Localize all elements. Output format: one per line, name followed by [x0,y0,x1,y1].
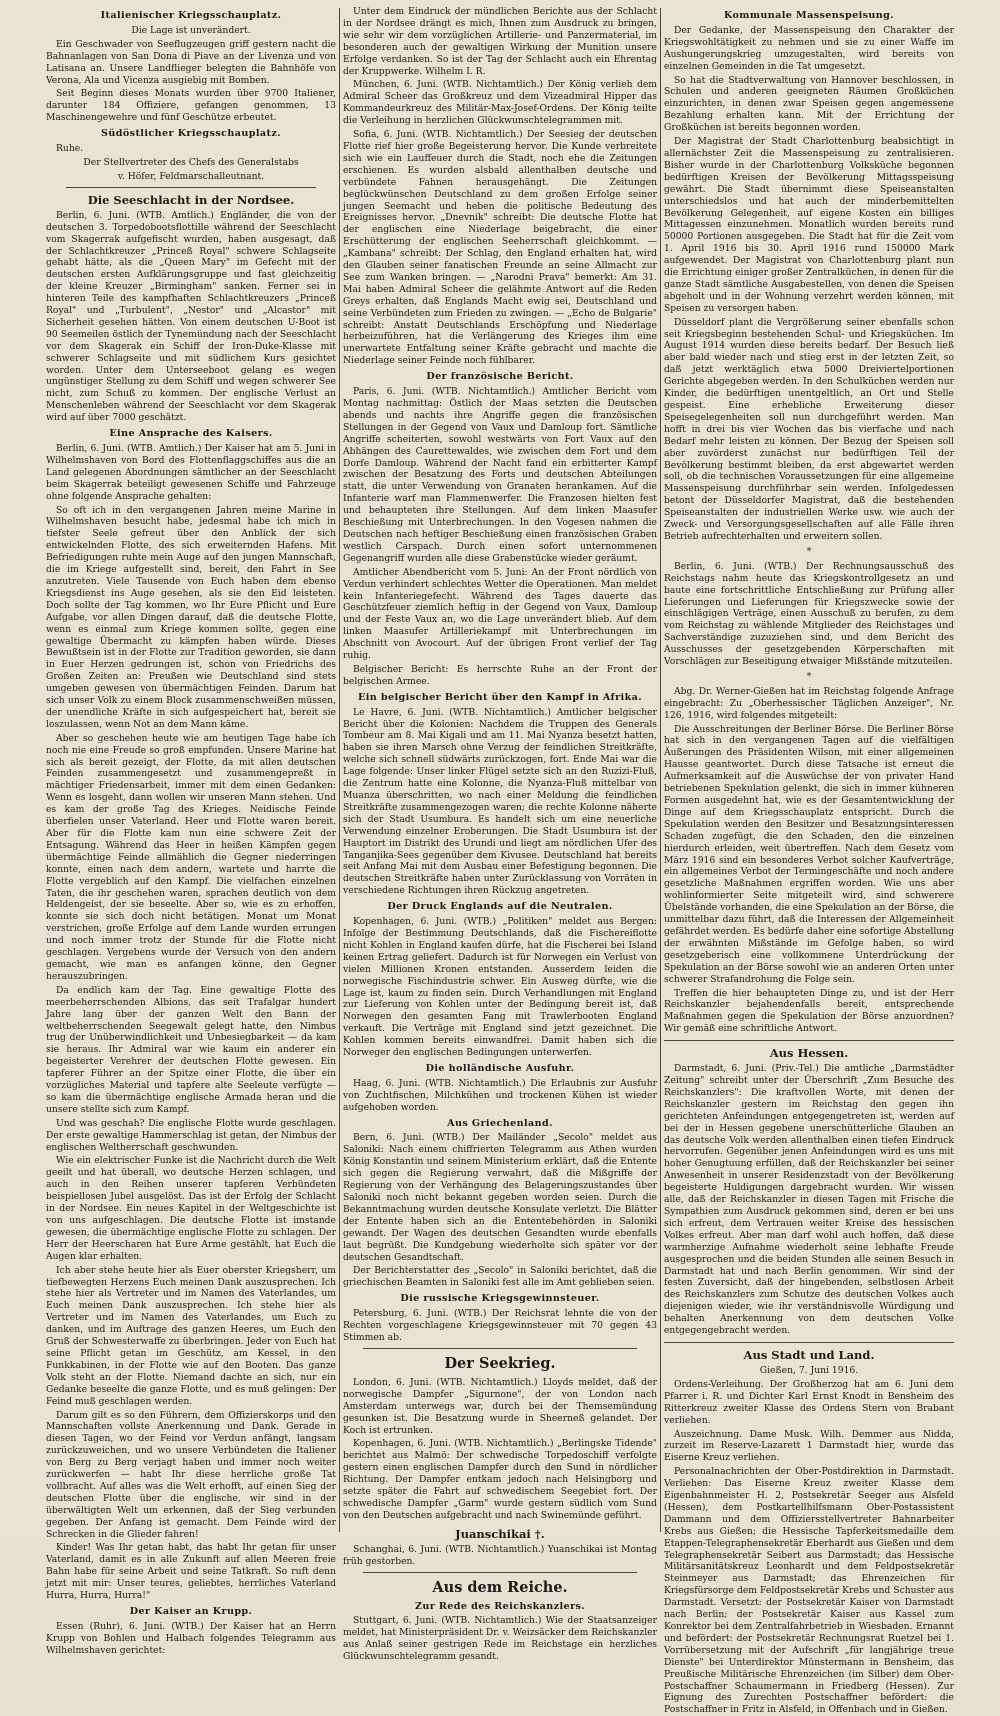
paragraph: Ordens-Verleihung. Der Großherzog hat am 6. Juni dem Pfarrer i. R. und Dichter Karl Ernst Knodt in Bensheim des Ritterkreuz zweiter Klasse des Ordens Stern von Brabant verliehen. [664,1378,954,1426]
paragraph: Berlin, 6. Juni. (WTB.) Der Rechnungsausschuß des Reichstags nahm heute das Kriegskontrollgesetz an und baute eine fortschrittliche Entschließung zur Prüfung aller Lieferungen und Lieferungen für Kriegszwecke sowie der einschlägigen Verträge, einen Ausschuß zu berufen, zu dem vom Reichstag zu wählende Mitglieder des Reichstages und Sachverständige zuzuziehen sind, und dem Bericht des Ausschusses der gesetzgebenden Körperschaften mit Vorschlägen zur Beseitigung etwaiger Mißstände mitzuteilen. [664,560,954,668]
paragraph: Darum gilt es so den Führern, dem Offizierskorps und den Mannschaften vollste Anerkennung und Dank. Gerade in diesen Tagen, wo der Feind vor Verdun anfängt, langsam zurückzuweichen, und wo unsere Verbündeten die Italiener von Berg zu Berg verjagt haben und immer noch weiter zurückwerfen — habt Ihr diese herrliche große Tat vollbracht. Auf alles was die Welt erhofft, auf einen Sieg der deutschen Flotte über die englische, wir sind in der überwältigten Welt um erkennen, daß der Sieg verbunden gegeben. Der Anfang ist gemacht. Dem Feinde wird der Schrecken in die Glieder fahren! [46,1409,336,1540]
paragraph: Schanghai, 6. Juni. (WTB. Nichtamtlich.) Yuanschikai ist Montag früh gestorben. [343,1543,657,1567]
article-headline: Der Druck Englands auf die Neutralen. [387,901,613,913]
column-right [664,6,954,1716]
paragraph: Und was geschah? Die englische Flotte wurde geschlagen. Der erste gewaltige Hammerschlag ist getan, der Nimbus der englischen Weltherrschaft geschwunden. [46,1117,336,1153]
paragraph: Abg. Dr. Werner-Gießen hat im Reichstag folgende Anfrage eingebracht: Zu „Oberhessischer Täglichen Anzeiger", Nr. 126, 1916, wird folgendes mitgeteilt: [664,685,954,721]
paragraph: Die Ausschreitungen der Berliner Börse. Die Berliner Börse hat sich in den vergangenen Tagen auf die vielfältigen Äußerungen des Präsidenten Wilson, mit einer allgemeinen Hausse geantwortet. Durch diese Tatsache ist erneut die Aufmerksamkeit auf die Auswüchse der von privater Hand betriebenen Spekulation gelenkt, die sich in immer kühneren Formen ausgedehnt hat, wie es der Gesamtentwicklung der Dinge auf dem Kriegsschauplatz entspricht. Durch die Spekulation werden den Besitzer und Besatzungsinteressen Schaden zugefügt, die den Schaden, den die einzelnen hierdurch erleiden, weit übertreffen. Nach dem Gesetz vom März 1916 sind ein besonderes Verbot solcher Kaufverträge, ein allgemeines Verbot der Termingeschäfte und noch andere gesetzliche Maßnahmen ergriffen worden. Wie uns aber wohlinformierter Seite mitgeteilt wird, sind schwerere Übelstände vorhanden, die eine Spekulation an der Börse, die unmittelbar dazu führt, daß die Interessen der Allgemeinheit gefährdet werden. Es bedürfe daher eine sofortige Abstellung der erwähnten Mißstände im Gefolge haben, so wird gesetzgeberisch eine vollkommene Unterdrückung der Spekulation an der Börse sowohl wie an anderen Orten unter schwerer Strafandrohung die Folge sein. [664,723,954,985]
column-middle [343,6,657,1663]
article-headline: Die holländische Ausfuhr. [425,1062,575,1074]
article-headline: Eine Ansprache des Kaisers. [109,428,273,440]
section-heading: Italienischer Kriegsschauplatz. [100,10,282,21]
paragraph: Da endlich kam der Tag. Eine gewaltige Flotte des meerbeherrschenden Albions, das seit Trafalgar hundert Jahre lang über der ganzen Welt den Bann der weltbeherrschenden Seegewalt gelegt hatte, den Nimbus trug der Unüberwindlichkeit und Unbesiegbarkeit — da kam sie heraus. Ihr Admiral war wie kaum ein anderer ein begeisterter Verehrer der deutschen Flotte gewesen. Ein tapferer Führer an der Spitze einer Flotte, die über ein vorzügliches Material und tapfere alte Seeleute verfügte — so kam die übermächtige englische Armada heran und die unsere stellte sich zum Kampf. [46,984,336,1115]
asterisk-divider: * [806,545,812,557]
article-headline: Kommunale Massenspeisung. [723,10,895,21]
article-headline: Der Kaiser an Krupp. [129,1606,253,1617]
paragraph: Haag, 6. Juni. (WTB. Nichtamtlich.) Die Erlaubnis zur Ausfuhr von Zuchtfischen, Milchkühen und trockenen Kühen ist wieder aufgehoben worden. [343,1077,657,1113]
paragraph: Der Gedanke, der Massenspeisung den Charakter der Kriegswohltätigkeit zu nehmen und sie zu einer Waffe im Aushungerungskrieg umzugestalten, wird bereits von einzelnen Gemeinden in die Tat umgesetzt. [664,24,954,72]
column-rule [660,8,661,1532]
article-headline: Die Seeschlacht in der Nordsee. [87,192,295,207]
paragraph: Treffen die hier behaupteten Dinge zu, und ist der Herr Reichskanzler bejahendenfalls bereit, entsprechende Maßnahmen gegen die Spekulation der Börse anzuordnen? Wir gemäß eine schriftliche Antwort. [664,987,954,1035]
paragraph: Le Havre, 6. Juni. (WTB. Nichtamtlich.) Amtlicher belgischer Bericht über die Kolonien: Nachdem die Truppen des Generals Tombeur am 8. Mai Kigali und am 11. Mai Nyanza besetzt hatten, haben sie ihren Marsch ohne Verzug der feindlichen Streitkräfte, welche sich schnell südwärts zurückzogen, fort. Ende Mai war die Lage folgende: Unser linker Flügel setzte sich an den Ruzizi-Fluß, die Zentrum hatte eine Kolonne, die Nyanza-Fluß mittelbar von Muanza überschritten, wo nach einer Meldung die feindlichen Streitkräfte zusammengezogen waren; die rechte Kolonne näherte sich der Stadt Usumbura. Es handelt sich um eine neuerliche Verwendung einzelner Eroberungen. Die Stadt Usumbura ist der Hauptort im Distrikt des Urundi und liegt am nördlichen Ufer des Tanganjika-Sees gegenüber dem Kivusee. Deutschland hat bereits seit Anfang Mai mit dem Ausbau einer Befestigung begonnen. Die deutschen Streitkräfte haben unter Zurücklassung von Vorräten in verschiedene Richtungen ihren Rückzug angetreten. [343,706,657,897]
paragraph: Sofia, 6. Juni. (WTB. Nichtamtlich.) Der Seesieg der deutschen Flotte rief hier große Begeisterung hervor. Die Kunde verbreitete sich wie ein Lauffeuer durch die Stadt, noch ehe die Zeitungen erschienen. Es wurden alsbald allenthalben deutsche und verbündete Fahnen herausgehängt. Die Zeitungen beglückwünschen Deutschland zu dem großen Erfolge seiner jungen Seemacht und heben die politische Bedeutung des Ereignisses hervor. „Dnevnik" schreibt: Die deutsche Flotte hat der englischen eine Niederlage beigebracht, die einer Erschütterung der englischen Seeherrschaft gleichkommt. — „Kambana" schreibt: Der Schlag, den England erhalten hat, wird den Glauben seiner fanatischen Freunde an seine Allmacht zur See zum Wanken bringen. — „Narodni Prava" bemerkt: Am 31. Mai haben Admiral Scheer die gelähmte Antwort auf die Reden Greys erhalten, daß Englands Macht ewig sei, Deutschland und seine Verbündeten zum Frieden zu zwingen. — „Echo de Bulgarie" schreibt: Anstatt Deutschlands Erschöpfung und Niederlage herbeizuführen, hat die Verlängerung des Krieges ihm eine unerwartete Entfaltung seiner Kräfte gebracht und machte die Niederlage seiner Feinde noch fühlbarer. [343,129,657,367]
paragraph: So oft ich in den vergangenen Jahren meine Marine in Wilhelmshaven besucht habe, jedesmal habe ich mich in tiefster Seele gefreut über den Anblick der sich entwickelnden Flotte, des sich erweiternden Hafens. Mit Befriedigungen ruhte mein Auge auf den jungen Mannschaft, die im Kriege aufgestellt sind, bereit, den Fahrt in See anzutreten. Viele Tausende von Euch haben dem ebenso Kriegsdienst ins Auge gesehen, als sie den Eid leisteten. Doch sollte der Tag kommen, wo Ihr Eure Pflicht und Eure Aufgabe, vor allen Dingen darauf, daß die deutsche Flotte, wenn es einmal zum Kriege kommen sollte, gegen eine gewaltige Übermacht zu kämpfen haben würde. Dieses Bewußtsein ist in der Flotte zur Tradition geworden, sie dann in Euer Herzen gedrungen ist, schon von Friedrichs des Großen Zeiten an: Preußen wie Deutschland sind stets umgeben gewesen von übermächtigen Feinden. Darum hat sich unser Volk zu einem Block zusammenschweißen müssen, der unendliche Kräfte in sich aufgespeichert hat, bereit sie loszulassen, wenn Not an dem Mann käme. [46,504,336,730]
paragraph: London, 6. Juni. (WTB. Nichtamtlich.) Lloyds meldet, daß der norwegische Dampfer „Sigurnone", der von London nach Amsterdam unterwegs war, durch bei der Themsemündung gesunken ist. Die Besatzung wurde in Sheerneß gelandet. Der Koch ist ertrunken. [343,1376,657,1436]
paragraph: Paris, 6. Juni. (WTB. Nichtamtlich.) Amtlicher Bericht vom Montag nachmittag: Östlich der Maas setzten die Deutschen abends und nachts ihre Angriffe gegen die französischen Stellungen in der Gegend von Vaux und Damloup fort. Sämtliche Angriffe scheiterten, sowohl westwärts von Fort Vaux auf den Abhängen des Caurettewaldes, wie zwischen dem Fort und dem Dorfe Damloup. Während der Nacht fand ein erbitterter Kampf zwischen der Besatzung des Forts und deutschen Abteilungen statt, die unter Verwendung von Granaten herankamen. Auf die Infanterie warf man Flammenwerfer. Die Franzosen hielten fest und behaupteten ihre Stellungen. Auf dem linken Maasufer Beschießung mit Unterbrechungen. In den Vogesen nahmen die Deutschen nach heftiger Beschießung einen französischen Graben westlich Carspach. Durch einen sofort unternommenen Gegenangriff wurden alle diese Grabenstücke wieder geräumt. [343,386,657,564]
paragraph: Kopenhagen, 6. Juni. (WTB. Nichtamtlich.) „Berlingske Tidende" berichtet aus Malmö: Der schwedische Torpedoschiff verfolgte gestern einen englischen Dampfer durch den Sund in nördlicher Richtung. Der Dampfer entkam jedoch nach Helsingborg und setzte später die Fahrt auf schwedischem Seegebiet fort. Der schwedische Dampfer „Garm" wurde gestern südlich vom Sund von den Deutschen aufgebracht und nach Swinemünde geführt. [343,1438,657,1521]
article-headline: Der französische Bericht. [426,371,574,383]
section-heading: Südöstlicher Kriegsschauplatz. [101,128,281,140]
article-headline: Ein belgischer Bericht über den Kampf in Afrika. [358,691,642,703]
paragraph: Der Berichterstatter des „Secolo" in Saloniki berichtet, daß die griechischen Beamten in Saloniki fest alle im Amt geblieben seien. [343,1265,657,1289]
paragraph: Amtlicher Abendbericht vom 5. Juni: An der Front nördlich von Verdun verhindert schlechtes Wetter die Operationen. Man meldet kein Infanteriegefecht. Während des Tages dauerte das Geschützfeuer ziemlich heftig in der Gegend von Vaux, Damloup und der Feste Vaux an, wo die Lage unverändert blieb. Auf dem linken Maasufer Artilleriekampf mit Unterbrechungen im Abschnitt von Avocourt. Auf der übrigen Front verlief der Tag ruhig. [343,566,657,662]
dateline: Gießen, 7. Juni 1916. [759,1364,859,1376]
divider [664,1040,954,1041]
paragraph: So hat die Stadtverwaltung von Hannover beschlossen, in Schulen und anderen geeigneten Räumen Großküchen einzurichten, in denen zwar Speisen gegen angemessene Bezahlung erhalten kann. Mit der Errichtung der Großküchen ist bereits begonnen worden. [664,74,954,134]
paragraph: Kinder! Was Ihr getan habt, das habt Ihr getan für unser Vaterland, damit es in alle Zukunft auf allen Meeren freie Bahn habe für seine Arbeit und seine Tatkraft. So ruft denn jetzt mit mir: Unser teures, geliebtes, herrliches Vaterland Hurra, Hurra, Hurra!" [46,1542,336,1602]
column-left [46,6,336,1656]
article-headline: Aus dem Reiche. [432,1578,568,1596]
paragraph: Unter dem Eindruck der mündlichen Berichte aus der Schlacht in der Nordsee drängt es mich, Ihnen zum Ausdruck zu bringen, wie sehr wir dem vorzüglichen Artillerie- und Panzermaterial, im besonderen auch der gewaltigen Wirkung der Munition unsere Erfolge verdanken. So ist der Tag der Schlacht auch ein Ehrentag der Kruppwerke. Wilhelm I. R. [343,6,657,77]
divider [664,1342,954,1343]
paragraph: Petersburg, 6. Juni. (WTB.) Der Reichsrat lehnte die von der Rechten vorgeschlagene Kriegsgewinnsteuer mit 70 gegen 43 Stimmen ab. [343,1308,657,1343]
article-headline: Juanschikai †. [455,1526,545,1541]
article-headline: Aus Hessen. [769,1046,849,1061]
article-headline: Aus Griechenland. [447,1117,553,1129]
paragraph: Bern, 6. Juni. (WTB.) Der Mailänder „Secolo" meldet aus Saloniki: Nach einem chiffrierten Telegramm aus Athen wurden König Konstantin und seinem Ministerium erklärt, daß die Entente sich gegen die Regierung verwahrt, daß die Mißgriffe der Regierung von der Verhängung des Belagerungszustandes über Saloniki noch nicht bekannt gegeben worden seien. Durch die Bekanntmachung wurden deutsche Konsulate verletzt. Die Blätter der Entente haben sich an die Ententebehörden in Saloniki gewandt. Der Wagen des deutschen Gesandten wurde ebenfalls laut begrüßt. Die Kundgebung wiederholte sich später vor der deutschen Gesandtschaft. [343,1132,657,1263]
paragraph: Der Magistrat der Stadt Charlottenburg beabsichtigt in allernächster Zeit die Massenspeisung zu zentralisieren. Bisher wurde in der Charlottenburg Volksküche begonnen bedürftigen Kreisen der Bevölkerung Mittagsspeisung gewährt. Die Stadt übernimmt diese Speiseanstalten unterschiedslos und hat auch der minderbemittelten Bevölkerung Gelegenheit, auf eigene Kosten ein billiges Mittagessen einzunehmen. Monatlich wurden bereits rund 50000 Portionen ausgegeben. Die Stadt hat für die Zeit vom 1. April 1916 bis 30. April 1916 rund 150000 Mark aufgewendet. Der Magistrat von Charlottenburg plant nun die Errichtung einiger großer Zentralküchen, in denen für die ganze Stadt sämtliche Ausgabestellen, von denen die Speisen abgeholt und in der Wohnung verzehrt werden können, mit Speisen zu versorgen haben. [664,136,954,314]
paragraph: Seit Beginn dieses Monats wurden über 9700 Italiener, darunter 184 Offiziere, gefangen genommen, 13 Maschinengewehre und fünf Geschütze erbeutet. [46,88,336,124]
paragraph: Düsseldorf plant die Vergrößerung seiner ebenfalls schon seit Kriegsbeginn bestehenden Schul- und Kriegsküchen. Im August 1914 wurden diese bereits bedarf. Der Besuch ließ aber bald wieder nach und stieg erst in der letzten Zeit, so daß jetzt werktäglich etwa 5000 Dreiviertelportionen Gerichte abgegeben werden. In den Schulküchen werden nur Kinder, die bedürftigen unentgeltlich, an Ort und Stelle gespeist. Eine erhebliche Erweiterung dieser Speisegelegenheiten soll nun durchgeführt werden. Man hofft in drei bis vier Wochen das bis vierfache und nach Bedarf mehr leisten zu können. Der Bezug der Speisen soll aber zuvörderst zunächst nur bedürftigen Teil der Bevölkerung bestimmt bleiben, da erst abgewartet werden soll, ob die technischen Voraussetzungen für eine allgemeine Massenspeisung durchführbar sein werden. Infolgedessen betont der Düsseldorfer Magistrat, daß die bestehenden Speiseanstalten der industriellen Werke usw. wie auch der Zweck- und Versorgungsgesellschaften auf alle Fälle ihren Betrieb aufrechterhalten und erweitern sollen. [664,316,954,542]
paragraph: Auszeichnung. Dame Musk. Wilh. Demmer aus Nidda, zurzeit im Reserve-Lazarett 1 Darmstadt hier, wurde das Eiserne Kreuz verliehen. [664,1428,954,1464]
paragraph: Ruhe. [56,143,84,155]
paragraph: München, 6. Juni. (WTB. Nichtamtlich.) Der König verlieh dem Admiral Scheer das Großkreuz und dem Vizeadmiral Hipper das Kommandeurkreuz des Militär-Max-Josef-Ordens. Der König teilte die Verleihung in herzlichen Glückwunschtelegrammen mit. [343,79,657,127]
article-subheadline: Zur Rede des Reichskanzlers. [414,1600,586,1612]
paragraph: Wie ein elektrischer Funke ist die Nachricht durch die Welt geeilt und hat überall, wo deutsche Herzen schlagen, und auch in den Reihen unserer tapferen Verbündeten beispiellosen Jubel ausgelöst. Das ist der Erfolg der Schlacht in der Nordsee. Ein neues Kapitel in der Weltgeschichte ist von uns aufgeschlagen. Die deutsche Flotte ist imstande gewesen, die übermächtige englische Flotte zu schlagen. Der Herr der Heerscharen hat Eure Arme gestählt, hat Euch die Augen klar erhalten. [46,1155,336,1262]
paragraph: Ich aber stehe heute hier als Euer oberster Kriegsherr, um tiefbewegten Herzens Euch meinen Dank auszusprechen. Ich stehe hier als Vertreter und im Namen des Vaterlandes, um Euch meinen Dank auszusprechen. Ich stehe hier als Vertreter und im Namen des Vaterlandes, um Euch zu danken, und im Auftrage des ganzen Heeres, um Euch den Gruß der Schwesterwaffe zu überbringen. Jeder von Euch hat seine Pflicht getan im Geschütz, am Kessel, in den Funkkabinen, in der Flotte wie auf den Booten. Das ganze Volk steht an der Flotte. Niemand dachte an sich, nur ein Gedanke beseelte die ganze Flotte, und es muß gelingen: Der Feind muß geschlagen werden. [46,1264,336,1407]
column-rule [339,8,340,1532]
paragraph: Der Stellvertreter des Chefs des Generalstabs [83,156,299,168]
divider [66,187,316,188]
paragraph: Personalnachrichten der Ober-Postdirektion in Darmstadt. Verliehen: Das Eiserne Kreuz zweiter Klasse dem Eigenbahnmeister H. 2, Postsekretär Seeger aus Alsfeld (Hessen), dem Postkartellhilfsmann Ober-Postassistent Dammann und dem Offiziersstellvertreter Bahnarbeiter Krebs aus Gießen; die Hessische Tapferkeitsmedaille dem Etappen-Telegraphensekretär Eberhardt aus Gießen und dem Telegraphensekretär Seibert aus Darmstadt; das Hessische Militärsanitätskreuz Leonhardt und dem Feldpostsekretär Steinmeyer aus Darmstadt; das Ehrenzeichen für Kriegsfürsorge dem Feldpostsekretär Krebs und Schuster aus Darmstadt. Versetzt: der Postsekretär Kaiser von Darmstadt nach Berlin; der Postsekretär Kaiser aus Kassel zum Konrektor bei dem Zentralfahrbetrieb in Wiesbaden. Ernannt und befördert: der Postsekretär Rechnungsrat Ruetzel bei 1. Vorrübersetzung mit der Aufschrift „für langjährige treue Dienste" bei Unterdirektor Münstermann in Bensheim, das Preußische Militärische Ehrenzeichen (im Silber) dem Ober-Postschaffner Schaumermann in Friedberg (Hessen). Zur Eignung des Zurechten Postschaffner befördert: die Postschaffner in Fritz in Alsfeld, in Offenbach und in Gießen. [664,1466,954,1716]
paragraph: Darmstadt, 6. Juni. (Priv.-Tel.) Die amtliche „Darmstädter Zeitung" schreibt unter der Überschrift „Zum Besuche des Reichskanzlers": Die kraftvollen Worte, mit denen der Reichskanzler gestern im Reichstag den gegen ihn gerichteten Anfeindungen entgegengetreten ist, werden auf bei der in Hessen gegebene unerschütterliche Glauben an das deutsche Volk werden allenthalben einen tiefen Eindruck hervorrufen. Gegenüber jenen Anfeindungen wird es uns mit hoher Genugtuung erfüllen, daß der Reichskanzler bei seiner Anwesenheit in unserer Residenzstadt von der Bevölkerung begeisterte Huldigungen dargebracht wurden. Wir wissen alle, daß der Reichskanzler in diesen Tagen mit Frische die Sympathien zum Ausdruck gekommen sind, deren er bei uns sich erfreut, dem Vertrauen weiter Kreise des hessischen Volkes erfreut. Aber man darf wohl auch hoffen, daß diese warmherzige Aufnahme wiederholt seine lebhafte Freude ausgesprochen und die beiden Stunden alle seinen Besuch in Darmstadt hat und nach Berlin genommen. Wir sind der festen Zuversicht, daß der hingebenden, selbstlosen Arbeit des Reichskanzlers zum Schutze des deutschen Volkes auch diejenigen wieder, wie ihr verständnisvolle Würdigung und behalten Anerkennung von dem deutschen Volke entgegengebracht werden. [664,1063,954,1337]
paragraph: Kopenhagen, 6. Juni. (WTB.) „Politiken" meldet aus Bergen: Infolge der Bestimmung Deutschlands, daß die Fischereiflotte nicht Kohlen in England kaufen dürfe, hat die Fischerei bei Island keinen Ertrag geliefert. Dadurch ist für Norwegen ein Verlust von vielen Millionen Kronen entstanden. Ausserdem leiden die norwegische Fischindustrie schwer. Ein Ausweg dürfte, wie die Lage ist, kaum zu finden sein. Durch Verhandlungen mit England zur Lieferung von Kohlen unter der Bedingung bereit ist, daß Norwegen den gesamten Fang mit Trawlerbooten England verkauft. Die Verträge mit England sind jetzt gezeichnet. Die Kohlen kommen bereits einwandfrei. Damit haben sich die Norweger den englischen Bedingungen unterwerfen. [343,916,657,1059]
paragraph: Berlin, 6. Juni. (WTB. Amtlich.) Der Kaiser hat am 5. Juni in Wilhelmshaven von Bord des Flottenflaggschiffes aus die an Land gelegenen Abordnungen sämtlicher an der Seeschlacht beim Skagerrak beteiligt gewesenen Schiffe und Fahrzeuge ohne folgende Ansprache gehalten: [46,443,336,502]
article-headline: Der Seekrieg. [444,1354,556,1372]
paragraph: Aber so geschehen heute wie am heutigen Tage habe ich noch nie eine Freude so groß empfunden. Unsere Marine hat sich als bereit gezeigt, der Flotte, da mit allen deutschen Feinden zusammengesetzt und zusammengepreßt in mächtiger Friedensarbeit, immer mit dem einen Gedanken: Wenn es losgeht, dann wollen wir unseren Mann stehen. Und es kam der große Tag des Krieges. Neidische Feinde überfielen unser Vaterland. Heer und Flotte waren bereit. Aber für die Flotte kam nun eine schwere Zeit der Entsagung. Während das Heer in heißen Kämpfen gegen übermächtige Feinde allmählich die Gegner niederringen konnte, einen nach dem andern, wartete und harrte die Flotte vergeblich auf den Kampf. Die vielfachen einzelnen Taten, die ihr geschehen waren, sprachen deutlich von dem Heldengeist, der sie beseelte. Aber so, wie es zu erhoffen, konnte sie sich doch nicht betätigen. Monat um Monat verstrichen, große Erfolge auf dem Lande wurden errungen und noch immer trotz der Stunde für die Flotte nicht geschlagen. Vergebens wurde der Versuch von den andern gemacht, wie man es anfangen könne, den Gegner herauszubringen. [46,732,336,982]
divider [363,1572,637,1573]
article-headline: Die russische Kriegsgewinnsteuer. [400,1293,600,1305]
article-headline: Aus Stadt und Land. [743,1347,875,1362]
paragraph: Die Lage ist unverändert. [131,24,251,36]
signature: v. Höfer, Feldmarschalleutnant. [117,170,265,182]
paragraph: Stuttgart, 6. Juni. (WTB. Nichtamtlich.) Wie der Staatsanzeiger meldet, hat Ministerpräsident Dr. v. Weizsäcker dem Reichskanzler aus Anlaß seiner gestrigen Rede im Reichstage ein herzliches Glückwunschtelegramm gesandt. [343,1615,657,1663]
divider [363,1348,637,1349]
asterisk-divider: * [806,670,812,682]
paragraph: Berlin, 6. Juni. (WTB. Amtlich.) Engländer, die von der deutschen 3. Torpedobootsflottille während der Seeschlacht vom Skagerrak aufgefischt wurden, haben ausgesagt, daß der Schlachtkreuzer „Princeß Royal" schwere Schlagseite gehabt hätte, als die „Queen Mary" im Gefecht mit der deutschen ersten Aufklärungsgruppe und fast gleichzeitig der kleine Kreuzer „Birmingham" sanken. Ferner sei in hinteren Teile des kampfhaften Schlachtkreuzers „Princeß Royal" und „Turbulent", „Nestor" und „Alcastor" mit Sicherheit gesehen hätten. Von einem deutschen U-Boot ist 90 Seemeilen östlich der Tynemündung nach der Seeschlacht vor dem Skagerak ein Schiff der Iron-Duke-Klasse mit schwerer Schlagseite und mit südlichem Kurs gesichtet worden. Unter dem Unterseeboot gelang es wegen ungünstiger Stellung zu dem Schiff und wegen schwerer See nicht, zum Schuß zu kommen. Der englische Verlust an Menschenleben während der Seeschlacht vor dem Skagerak wird auf über 7000 geschätzt. [46,209,336,424]
paragraph: Belgischer Bericht: Es herrschte Ruhe an der Front der belgischen Armee. [343,663,657,687]
paragraph: Ein Geschwader von Seeflugzeugen griff gestern nacht die Bahnanlagen von San Dona di Piave an der Livenza und von Latisana an. Unsere Landflieger belegten die Bahnhöfe von Verona, Ala und Vicenza ausgiebig mit Bomben. [46,38,336,86]
paragraph: Essen (Ruhr), 6. Juni. (WTB.) Der Kaiser hat an Herrn Krupp von Bohlen und Halbach folgendes Telegramm aus Wilhelmshaven gerichtet: [46,1620,336,1656]
